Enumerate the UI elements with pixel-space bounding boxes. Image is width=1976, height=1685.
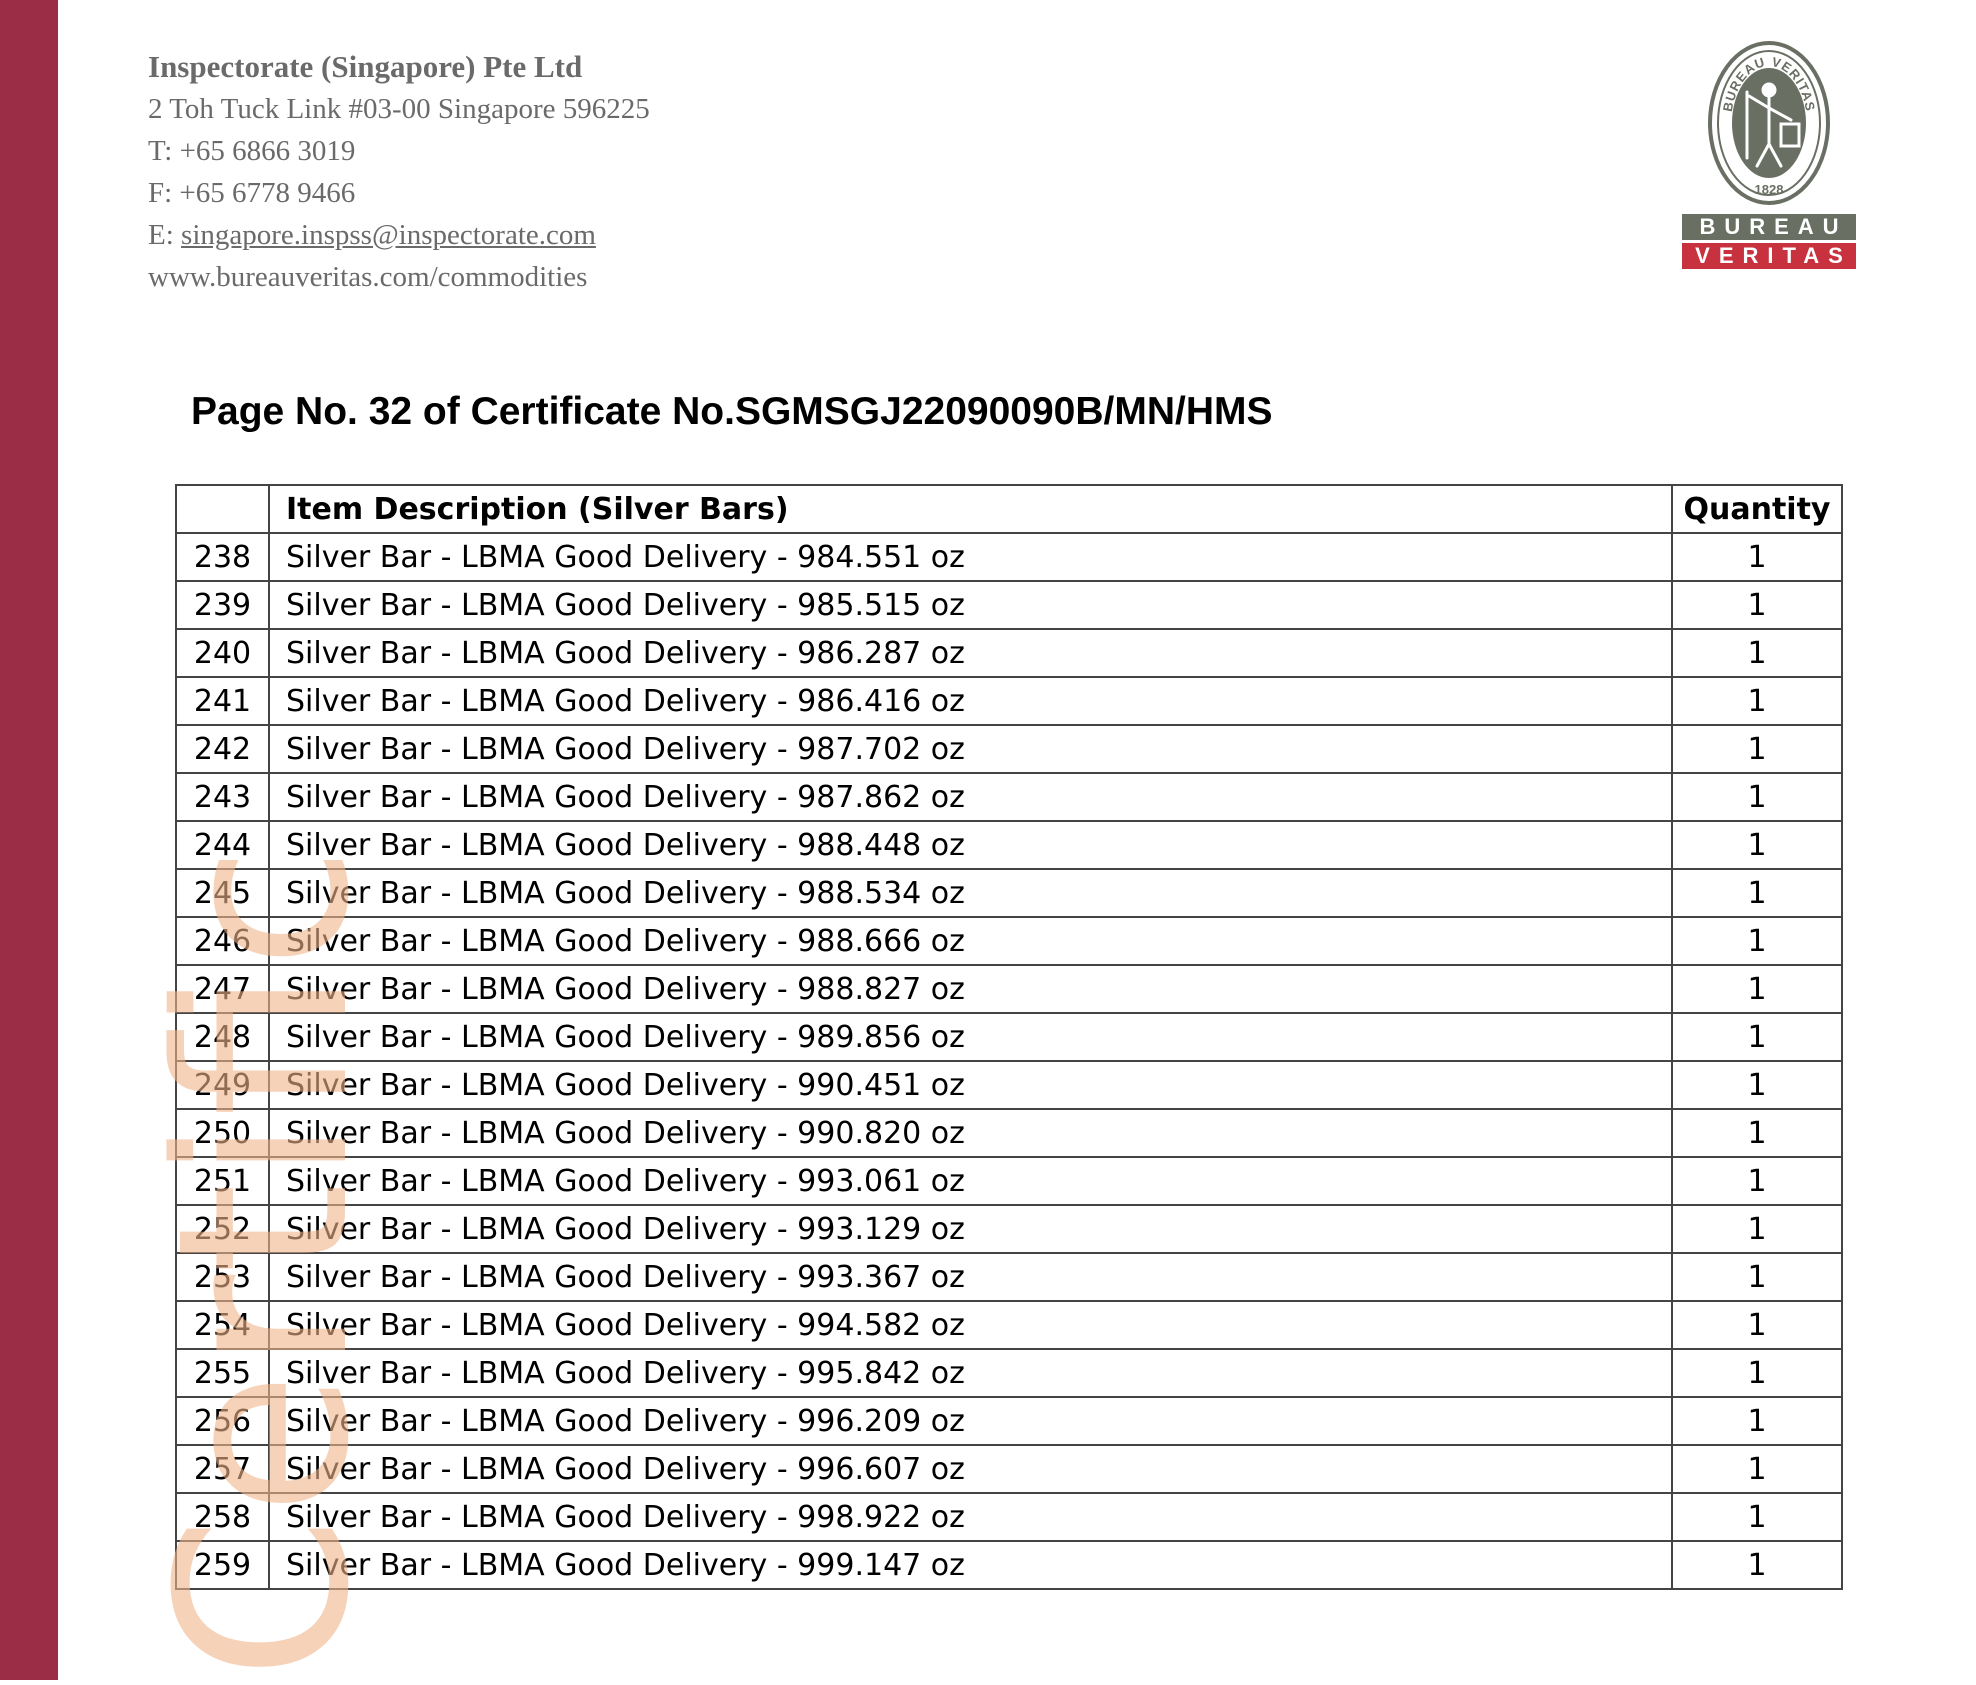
table-row — [176, 1013, 1842, 1061]
row-index: 257 — [176, 1445, 269, 1493]
row-index: 259 — [176, 1541, 269, 1589]
company-phone: T: +65 6866 3019 — [148, 135, 356, 167]
row-index: 238 — [176, 533, 269, 581]
row-index: 245 — [176, 869, 269, 917]
row-description: Silver Bar - LBMA Good Delivery - 998.922 oz — [269, 1493, 1672, 1541]
page-title: Page No. 32 of Certificate No.SGMSGJ22090090B/MN/HMS — [191, 390, 1273, 433]
row-quantity: 1 — [1672, 1157, 1842, 1205]
row-quantity: 1 — [1672, 1349, 1842, 1397]
seal-text: BUREAU VERITAS — [1719, 53, 1819, 113]
row-quantity: 1 — [1672, 1541, 1842, 1589]
header-description: Item Description (Silver Bars) — [269, 485, 1672, 533]
row-quantity: 1 — [1672, 1253, 1842, 1301]
table-row — [176, 773, 1842, 821]
row-quantity: 1 — [1672, 821, 1842, 869]
header-quantity: Quantity — [1672, 485, 1842, 533]
header-index — [176, 485, 269, 533]
table-row — [176, 677, 1842, 725]
row-quantity: 1 — [1672, 965, 1842, 1013]
row-index: 243 — [176, 773, 269, 821]
row-description: Silver Bar - LBMA Good Delivery - 986.287 oz — [269, 629, 1672, 677]
seal-year: 1828 — [1754, 182, 1784, 197]
table-row — [176, 1061, 1842, 1109]
company-header — [148, 46, 650, 298]
table-row — [176, 1205, 1842, 1253]
table-row — [176, 869, 1842, 917]
row-description: Silver Bar - LBMA Good Delivery - 990.451 oz — [269, 1061, 1672, 1109]
company-address: 2 Toh Tuck Link #03-00 Singapore 596225 — [148, 93, 650, 125]
row-description: Silver Bar - LBMA Good Delivery - 985.515 oz — [269, 581, 1672, 629]
table-row — [176, 629, 1842, 677]
left-margin-bar — [0, 0, 58, 1680]
table-row — [176, 821, 1842, 869]
bureau-veritas-logo — [1680, 40, 1858, 269]
row-description: Silver Bar - LBMA Good Delivery - 994.582 oz — [269, 1301, 1672, 1349]
row-quantity: 1 — [1672, 1109, 1842, 1157]
table-row — [176, 1493, 1842, 1541]
row-description: Silver Bar - LBMA Good Delivery - 984.551 oz — [269, 533, 1672, 581]
row-quantity: 1 — [1672, 629, 1842, 677]
row-quantity: 1 — [1672, 533, 1842, 581]
row-index: 239 — [176, 581, 269, 629]
row-quantity: 1 — [1672, 1013, 1842, 1061]
table-row — [176, 1109, 1842, 1157]
logo-band-bureau: BUREAU — [1682, 214, 1856, 240]
seal-icon — [1707, 40, 1831, 206]
row-index: 253 — [176, 1253, 269, 1301]
row-index: 249 — [176, 1061, 269, 1109]
table-row — [176, 917, 1842, 965]
company-name: Inspectorate (Singapore) Pte Ltd — [148, 49, 583, 84]
row-quantity: 1 — [1672, 725, 1842, 773]
row-quantity: 1 — [1672, 581, 1842, 629]
row-description: Silver Bar - LBMA Good Delivery - 988.827 oz — [269, 965, 1672, 1013]
row-description: Silver Bar - LBMA Good Delivery - 993.129 oz — [269, 1205, 1672, 1253]
company-email-line — [148, 214, 650, 256]
table-row — [176, 1157, 1842, 1205]
row-index: 258 — [176, 1493, 269, 1541]
row-quantity: 1 — [1672, 773, 1842, 821]
row-index: 248 — [176, 1013, 269, 1061]
row-index: 241 — [176, 677, 269, 725]
row-description: Silver Bar - LBMA Good Delivery - 987.862 oz — [269, 773, 1672, 821]
row-index: 250 — [176, 1109, 269, 1157]
row-description: Silver Bar - LBMA Good Delivery - 993.367 oz — [269, 1253, 1672, 1301]
row-quantity: 1 — [1672, 1301, 1842, 1349]
row-description: Silver Bar - LBMA Good Delivery - 995.842 oz — [269, 1349, 1672, 1397]
table-row — [176, 533, 1842, 581]
row-quantity: 1 — [1672, 677, 1842, 725]
row-description: Silver Bar - LBMA Good Delivery - 988.666 oz — [269, 917, 1672, 965]
table-row — [176, 965, 1842, 1013]
row-description: Silver Bar - LBMA Good Delivery - 996.209 oz — [269, 1397, 1672, 1445]
table-header-row — [176, 485, 1842, 533]
table-row — [176, 1541, 1842, 1589]
row-description: Silver Bar - LBMA Good Delivery - 989.856 oz — [269, 1013, 1672, 1061]
row-description: Silver Bar - LBMA Good Delivery - 988.534 oz — [269, 869, 1672, 917]
row-quantity: 1 — [1672, 869, 1842, 917]
row-description: Silver Bar - LBMA Good Delivery - 987.702 oz — [269, 725, 1672, 773]
logo-band-veritas: VERITAS — [1682, 243, 1856, 269]
row-index: 244 — [176, 821, 269, 869]
row-index: 254 — [176, 1301, 269, 1349]
row-description: Silver Bar - LBMA Good Delivery - 990.820 oz — [269, 1109, 1672, 1157]
items-table — [175, 484, 1843, 1590]
table-row — [176, 1445, 1842, 1493]
email-link[interactable]: singapore.inspss@inspectorate.com — [181, 219, 596, 251]
table-row — [176, 581, 1842, 629]
row-description: Silver Bar - LBMA Good Delivery - 999.147 oz — [269, 1541, 1672, 1589]
row-index: 251 — [176, 1157, 269, 1205]
row-index: 246 — [176, 917, 269, 965]
row-index: 247 — [176, 965, 269, 1013]
row-index: 252 — [176, 1205, 269, 1253]
row-quantity: 1 — [1672, 1445, 1842, 1493]
row-description: Silver Bar - LBMA Good Delivery - 988.448 oz — [269, 821, 1672, 869]
row-quantity: 1 — [1672, 1493, 1842, 1541]
table-row — [176, 1253, 1842, 1301]
row-quantity: 1 — [1672, 917, 1842, 965]
table-row — [176, 725, 1842, 773]
row-description: Silver Bar - LBMA Good Delivery - 996.607 oz — [269, 1445, 1672, 1493]
row-quantity: 1 — [1672, 1205, 1842, 1253]
table-row — [176, 1349, 1842, 1397]
company-fax: F: +65 6778 9466 — [148, 177, 356, 209]
row-quantity: 1 — [1672, 1397, 1842, 1445]
email-prefix: E: — [148, 219, 182, 251]
row-description: Silver Bar - LBMA Good Delivery - 986.416 oz — [269, 677, 1672, 725]
table-row — [176, 1301, 1842, 1349]
row-quantity: 1 — [1672, 1061, 1842, 1109]
company-website: www.bureauveritas.com/commodities — [148, 261, 588, 293]
row-index: 256 — [176, 1397, 269, 1445]
row-index: 242 — [176, 725, 269, 773]
watermark-text: Certific — [140, 860, 380, 1680]
row-index: 255 — [176, 1349, 269, 1397]
row-index: 240 — [176, 629, 269, 677]
row-description: Silver Bar - LBMA Good Delivery - 993.061 oz — [269, 1157, 1672, 1205]
table-row — [176, 1397, 1842, 1445]
